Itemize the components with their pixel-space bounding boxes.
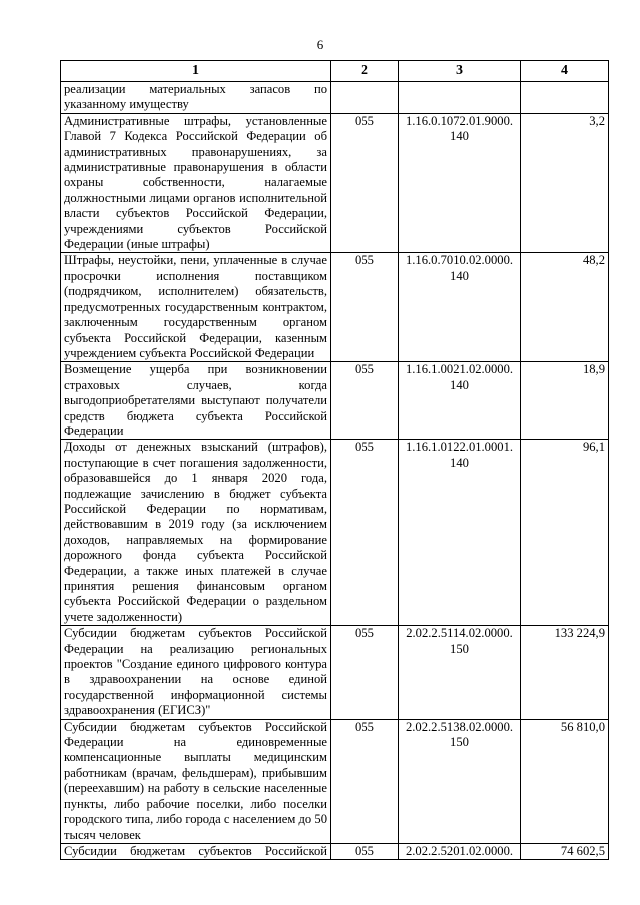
column-header-3: 3 [399,61,521,82]
row-admin-code: 055 [331,843,399,859]
table-row [61,113,609,253]
row-amount: 56 810,0 [521,719,609,843]
row-amount: 133 224,9 [521,626,609,719]
row-admin-code: 055 [331,440,399,626]
column-header-2: 2 [331,61,399,82]
row-amount: 3,2 [521,113,609,253]
row-amount: 96,1 [521,440,609,626]
row-amount: 18,9 [521,362,609,440]
row-budget-code: 1.16.0.7010.02.0000. 140 [399,253,521,362]
row-budget-code: 2.02.2.5201.02.0000. [399,843,521,859]
row-budget-code: 1.16.1.0021.02.0000. 140 [399,362,521,440]
column-header-4: 4 [521,61,609,82]
table-row [61,440,609,626]
row-budget-code [399,82,521,114]
table-header-row [61,61,609,82]
table-row [61,82,609,114]
row-admin-code: 055 [331,253,399,362]
row-admin-code: 055 [331,719,399,843]
row-description: Административные штрафы, установленные Главой 7 Кодекса Российской Федерации об административных правонарушениях, за административные правонарушения в области охраны собственности, налагаемые должностными лицами органов исполнительной власти субъектов Российской Федерации, учреждениями субъектов Российской Федерации (иные штрафы) [61,113,331,253]
row-admin-code: 055 [331,362,399,440]
row-description: Субсидии бюджетам субъектов Российской Федерации на реализацию региональных проектов "Создание единого цифрового контура в здравоохранении на основе единой государственной информационной системы здравоохранения (ЕГИСЗ)" [61,626,331,719]
table-row [61,719,609,843]
row-description: Штрафы, неустойки, пени, уплаченные в случае просрочки исполнения поставщиком (подрядчиком, исполнителем) обязательств, предусмотренных государственным контрактом, заключенным государственным органом субъекта Российской Федерации, казенным учреждением субъекта Российской Федерации [61,253,331,362]
row-budget-code: 1.16.1.0122.01.0001. 140 [399,440,521,626]
row-admin-code: 055 [331,113,399,253]
row-admin-code [331,82,399,114]
row-budget-code: 2.02.2.5114.02.0000. 150 [399,626,521,719]
row-budget-code: 1.16.0.1072.01.9000. 140 [399,113,521,253]
row-amount: 48,2 [521,253,609,362]
row-description: Доходы от денежных взысканий (штрафов), поступающие в счет погашения задолженности, образовавшейся до 1 января 2020 года, подлежащие зачислению в бюджет субъекта Российской Федерации по нормативам, действовавшим в 2019 году (за исключением доходов, направляемых на формирование дорожного фонда субъекта Российской Федерации, а также иных платежей в случае принятия решения финансовым органом субъекта Российской Федерации о раздельном учете задолженности) [61,440,331,626]
page-number: 6 [316,37,324,52]
row-budget-code: 2.02.2.5138.02.0000. 150 [399,719,521,843]
row-description: реализации материальных запасов по указанному имуществу [61,82,331,114]
table-row [61,626,609,719]
row-amount [521,82,609,114]
table-row [61,253,609,362]
column-header-1: 1 [61,61,331,82]
revenue-table [60,60,609,860]
row-amount: 74 602,5 [521,843,609,859]
row-description: Субсидии бюджетам субъектов Российской [61,843,331,859]
row-description: Субсидии бюджетам субъектов Российской Федерации на единовременные компенсационные выплаты медицинским работникам (врачам, фельдшерам), прибывшим (переехавшим) на работу в сельские населенные пункты, либо рабочие поселки, либо поселки городского типа, либо города с населением до 50 тысяч человек [61,719,331,843]
row-admin-code: 055 [331,626,399,719]
table-row [61,843,609,859]
row-description: Возмещение ущерба при возникновении страховых случаев, когда выгодоприобретателями выступают получатели средств бюджета субъекта Российской Федерации [61,362,331,440]
table-row [61,362,609,440]
